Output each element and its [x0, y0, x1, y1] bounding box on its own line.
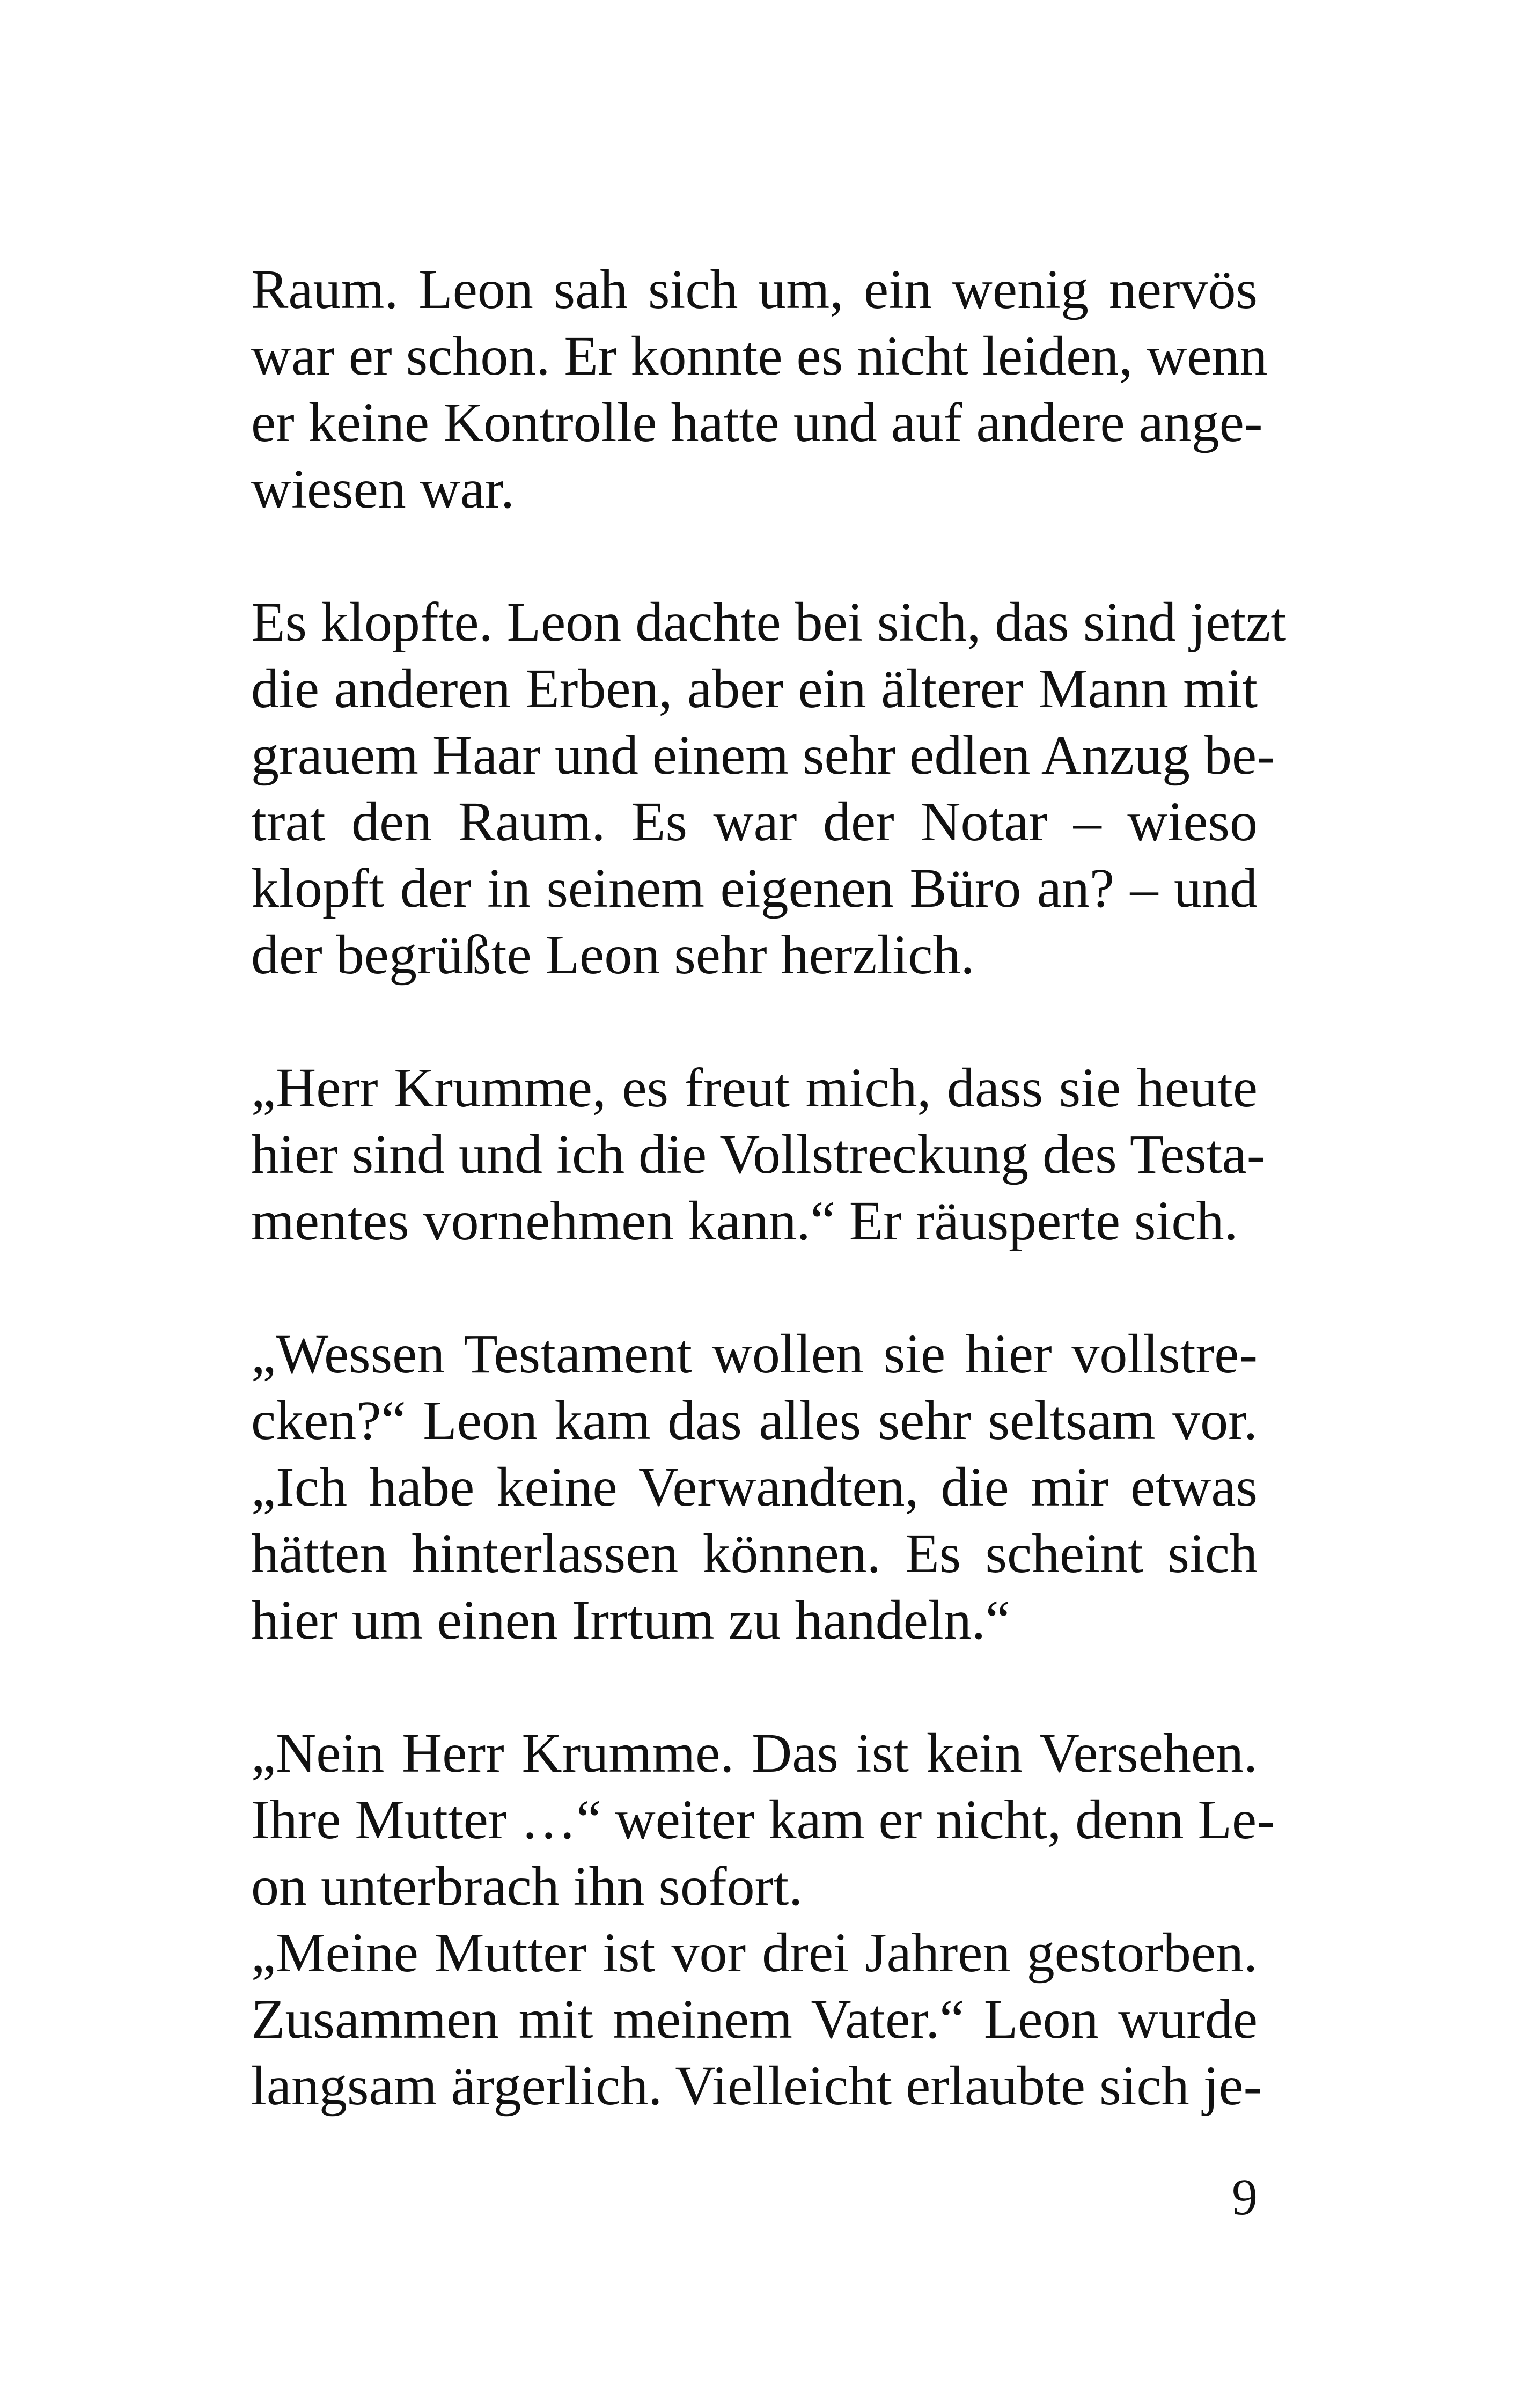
text-line: „Meine Mutter ist vor drei Jahren gestorben.	[251, 1922, 1258, 1984]
text-line: hier um einen Irrtum zu handeln.“	[251, 1589, 1011, 1651]
paragraph-2	[251, 589, 1287, 988]
text-line: „Nein Herr Krumme. Das ist kein Versehen.	[251, 1722, 1258, 1784]
text-line: Es klopfte. Leon dachte bei sich, das sind jetzt	[251, 591, 1287, 653]
text-line: Raum. Leon sah sich um, ein wenig nervös	[251, 259, 1258, 320]
text-line: grauem Haar und einem sehr edlen Anzug be-	[251, 724, 1275, 786]
text-line: Ihre Mutter …“ weiter kam er nicht, denn Le-	[251, 1789, 1275, 1851]
text-line: der begrüßte Leon sehr herzlich.	[251, 924, 975, 986]
paragraph-6	[251, 1920, 1262, 2119]
text-line: er keine Kontrolle hatte und auf andere ange-	[251, 392, 1263, 453]
text-line: war er schon. Er konnte es nicht leiden, wenn	[251, 325, 1268, 387]
paragraph-3	[251, 1055, 1266, 1254]
text-line: „Wessen Testament wollen sie hier vollstre-	[251, 1323, 1258, 1385]
text-line: „Ich habe keine Verwandten, die mir etwas	[251, 1456, 1258, 1518]
text-line: langsam ärgerlich. Vielleicht erlaubte sich je-	[251, 2055, 1262, 2117]
text-line: die anderen Erben, aber ein älterer Mann mit	[251, 658, 1258, 720]
text-line: on unterbrach ihn sofort.	[251, 1855, 803, 1917]
book-page-text	[251, 256, 1287, 2119]
text-line: hier sind und ich die Vollstreckung des Testa-	[251, 1124, 1266, 1185]
text-line: klopft der in seinem eigenen Büro an? – und	[251, 857, 1258, 919]
paragraph-1	[251, 256, 1268, 523]
text-line: hätten hinterlassen können. Es scheint sich	[251, 1523, 1258, 1584]
text-line: „Herr Krumme, es freut mich, dass sie heute	[251, 1057, 1258, 1119]
paragraph-4	[251, 1321, 1258, 1654]
paragraph-spacer	[251, 988, 1258, 1055]
page-number: 9	[1232, 2168, 1258, 2226]
text-line: mentes vornehmen kann.“ Er räusperte sich.	[251, 1190, 1238, 1252]
text-line: trat den Raum. Es war der Notar – wieso	[251, 791, 1258, 853]
paragraph-spacer	[251, 523, 1258, 589]
text-line: wiesen war.	[251, 458, 515, 520]
text-line: Zusammen mit meinem Vater.“ Leon wurde	[251, 1988, 1258, 2050]
paragraph-spacer	[251, 1654, 1258, 1720]
paragraph-spacer	[251, 1254, 1258, 1321]
paragraph-5	[251, 1720, 1275, 1920]
text-line: cken?“ Leon kam das alles sehr seltsam vor.	[251, 1390, 1258, 1451]
